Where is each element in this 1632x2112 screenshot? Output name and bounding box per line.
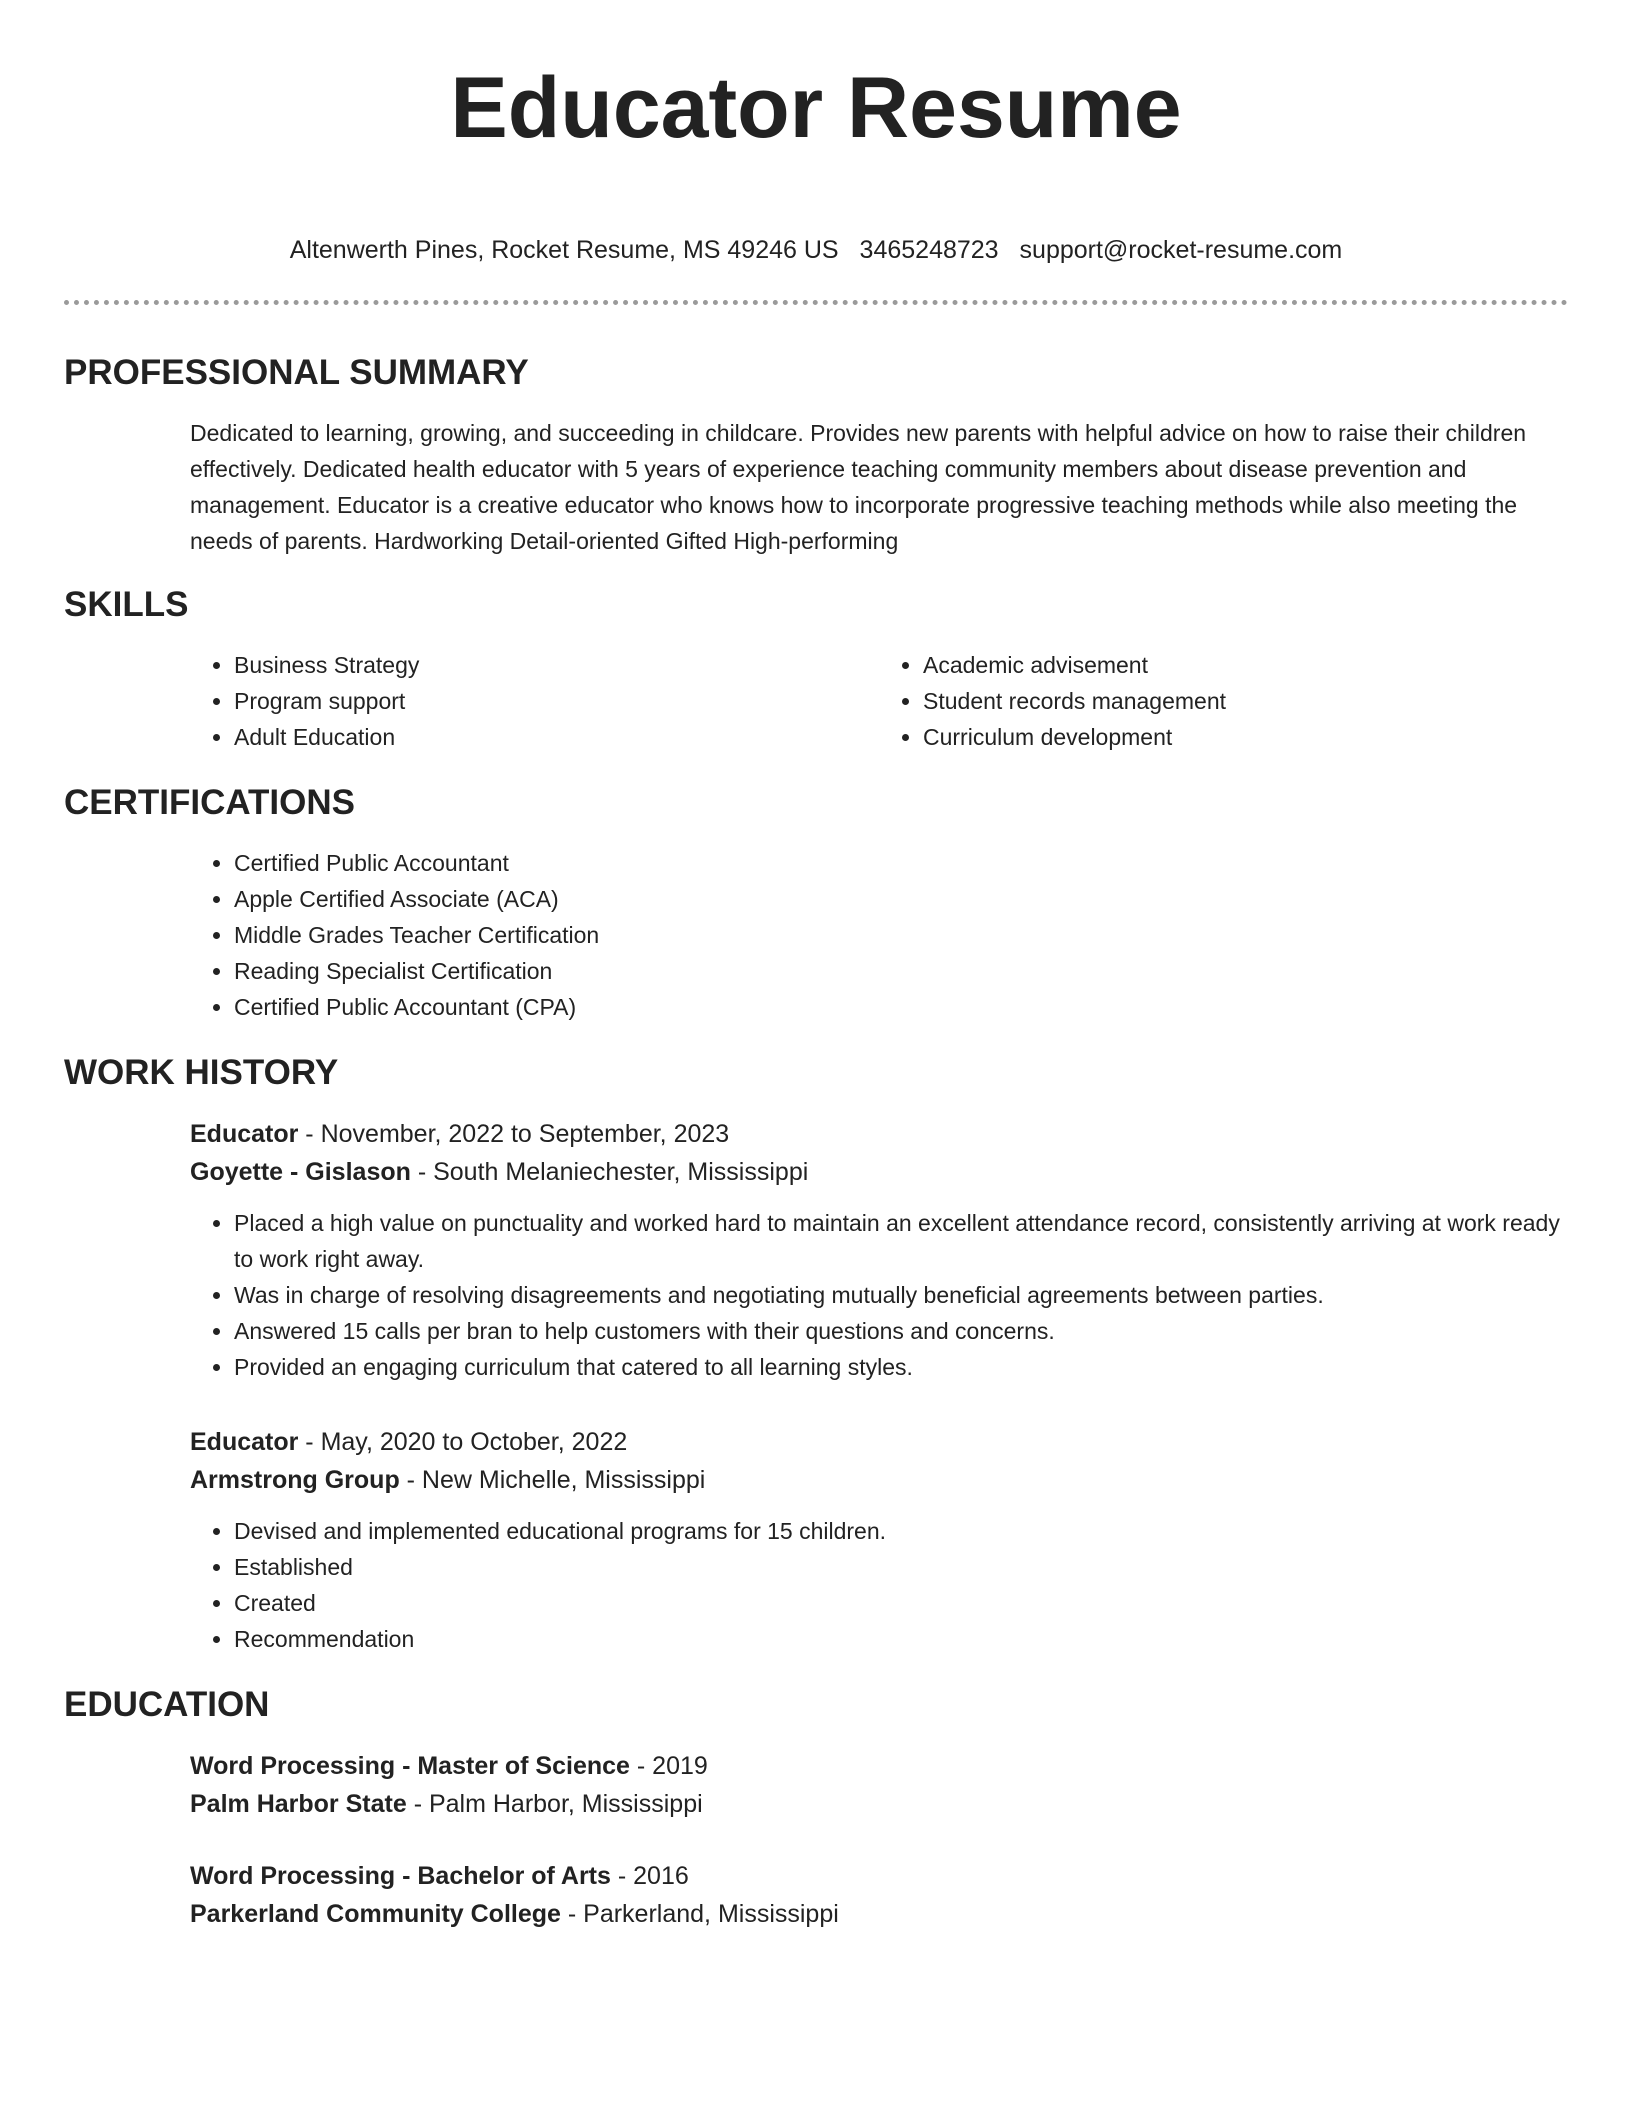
job-title: Educator (190, 1428, 299, 1456)
job-dates: - May, 2020 to October, 2022 (298, 1428, 628, 1456)
certifications-section (64, 781, 1568, 1025)
certification-item: • Reading Specialist Certification (234, 953, 1568, 989)
education-school-line (190, 1895, 1568, 1933)
job-bullets (190, 1205, 1568, 1385)
skills-section (64, 583, 1568, 755)
education-degree: Word Processing - Bachelor of Arts (190, 1862, 611, 1890)
education-school: Palm Harbor State (190, 1790, 407, 1818)
job-bullet: • Was in charge of resolving disagreements and negotiating mutually beneficial agreements between parties. (234, 1277, 1568, 1313)
skill-item: • Program support (234, 683, 879, 719)
work-history-heading: WORK HISTORY (64, 1053, 339, 1092)
job-company: Goyette - Gislason (190, 1158, 411, 1186)
job-company-line (190, 1153, 1568, 1191)
job-title-line (190, 1115, 1568, 1153)
skill-item: • Student records management (923, 683, 1568, 719)
contact-email: support@rocket-resume.com (1019, 236, 1343, 264)
job-bullet: • Created (234, 1585, 1568, 1621)
job-title-line (190, 1423, 1568, 1461)
certification-item: • Apple Certified Associate (ACA) (234, 881, 1568, 917)
certifications-list (190, 845, 1568, 1025)
skills-list-right (879, 647, 1568, 755)
job-company: Armstrong Group (190, 1466, 400, 1494)
education-degree-line (190, 1747, 1568, 1785)
job-bullet: • Recommendation (234, 1621, 1568, 1657)
job-bullet: • Established (234, 1549, 1568, 1585)
skill-item: • Adult Education (234, 719, 879, 755)
education-year: - 2016 (610, 1862, 689, 1890)
job-location: - South Melaniechester, Mississippi (410, 1158, 809, 1186)
dotted-divider (64, 300, 1568, 305)
certification-item: • Middle Grades Teacher Certification (234, 917, 1568, 953)
skills-list-left (190, 647, 879, 755)
job-entry (190, 1115, 1568, 1385)
contact-phone: 3465248723 (859, 236, 999, 264)
job-location: - New Michelle, Mississippi (399, 1466, 706, 1494)
job-title: Educator (190, 1120, 299, 1148)
contact-line (64, 234, 1568, 266)
job-bullet: • Devised and implemented educational programs for 15 children. (234, 1513, 1568, 1549)
summary-heading: PROFESSIONAL SUMMARY (64, 353, 529, 392)
certification-item: • Certified Public Accountant (234, 845, 1568, 881)
skills-grid (190, 647, 1568, 755)
skill-item: • Business Strategy (234, 647, 879, 683)
work-history-section (64, 1051, 1568, 1657)
skill-item: • Academic advisement (923, 647, 1568, 683)
summary-text: Dedicated to learning, growing, and succeeding in childcare. Provides new parents with helpful advice on how to raise their children effectively. Dedicated health educator with 5 years of experience teaching community members about disease prevention and management. Educator is a creative educator who knows how to incorporate progressive teaching methods while also meeting the needs of parents. Hardworking Detail-oriented Gifted High-performing (190, 420, 1527, 554)
skill-item: • Curriculum development (923, 719, 1568, 755)
job-bullet: • Provided an engaging curriculum that catered to all learning styles. (234, 1349, 1568, 1385)
contact-address: Altenwerth Pines, Rocket Resume, MS 49246 US (289, 236, 839, 264)
education-entry (190, 1747, 1568, 1823)
job-bullet: • Placed a high value on punctuality and worked hard to maintain an excellent attendance record, consistently arriving at work ready to work right away. (234, 1205, 1568, 1277)
certification-item: • Certified Public Accountant (CPA) (234, 989, 1568, 1025)
certifications-heading: CERTIFICATIONS (64, 783, 356, 822)
education-degree: Word Processing - Master of Science (190, 1752, 630, 1780)
education-heading: EDUCATION (64, 1685, 270, 1724)
page-title: Educator Resume (450, 60, 1182, 156)
education-section (64, 1683, 1568, 1933)
education-degree-line (190, 1857, 1568, 1895)
skills-heading: SKILLS (64, 585, 189, 624)
job-entry (190, 1423, 1568, 1657)
job-bullet: • Answered 15 calls per bran to help customers with their questions and concerns. (234, 1313, 1568, 1349)
job-company-line (190, 1461, 1568, 1499)
job-bullets (190, 1513, 1568, 1657)
education-year: - 2019 (629, 1752, 708, 1780)
job-dates: - November, 2022 to September, 2023 (298, 1120, 730, 1148)
education-entry (190, 1857, 1568, 1933)
education-location: - Parkerland, Mississippi (560, 1900, 839, 1928)
education-location: - Palm Harbor, Mississippi (406, 1790, 703, 1818)
education-school: Parkerland Community College (190, 1900, 561, 1928)
education-school-line (190, 1785, 1568, 1823)
summary-section (64, 351, 1568, 559)
